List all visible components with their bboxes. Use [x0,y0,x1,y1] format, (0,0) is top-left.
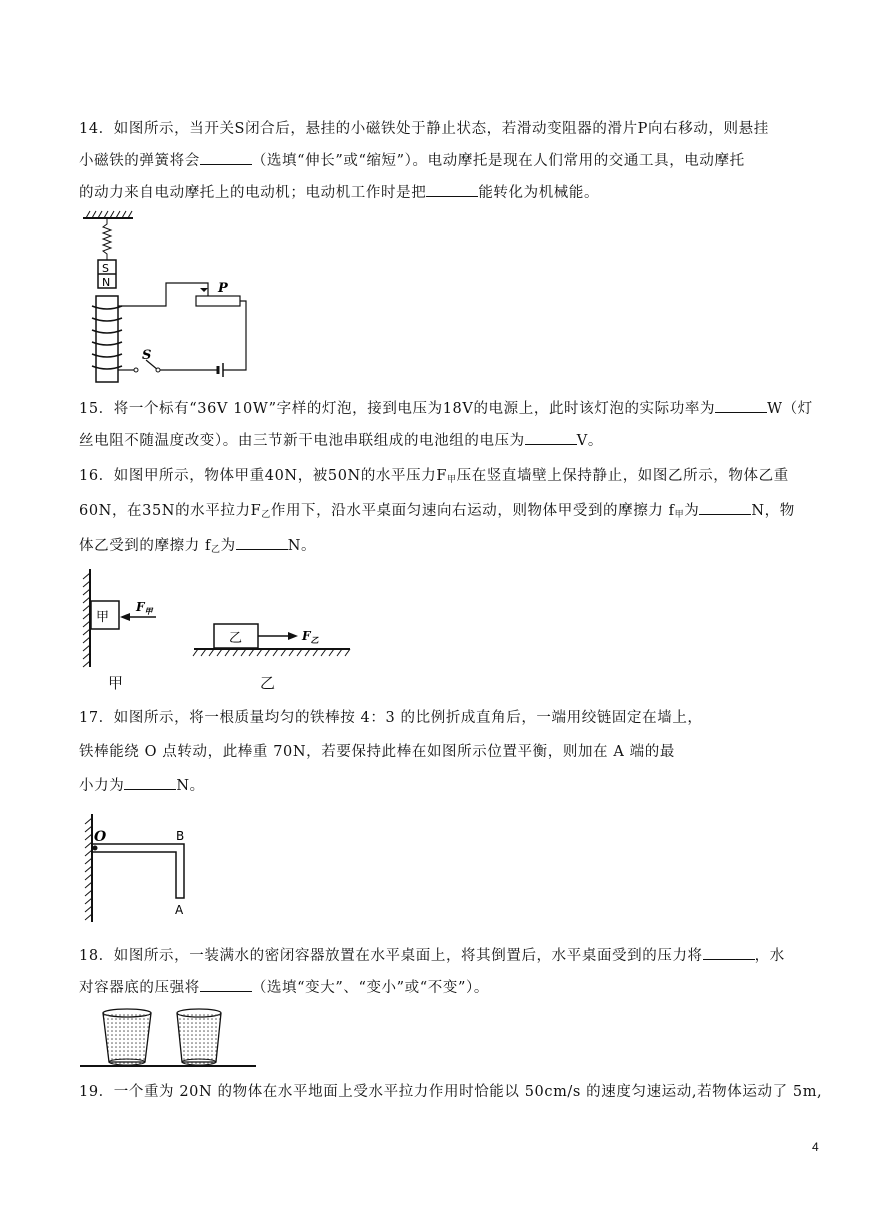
q14-line-3: 的动力来自电动摩托上的电动机；电动机工作时是把 能转化为机械能。 [79,181,599,202]
q16-blank-2[interactable] [236,535,288,550]
q16-line-1: 16．如图甲所示，物体甲重40N，被50N的水平压力$F_甲$压在竖直墙壁上保持静止，如图乙所示，物体乙重 [79,468,789,485]
electromagnet-circuit-figure [78,208,258,388]
page-number: 4 [812,1140,819,1154]
q14-blank-2[interactable] [426,182,478,197]
q18-line-2: 对容器底的压强将 （选填“变大”、“变小”或“不变”）。 [79,976,489,997]
force-f-jia-label: $F_甲$ [136,600,153,616]
q14-blank-1[interactable] [200,150,252,165]
q15-blank-1[interactable] [715,398,767,413]
q17-blank[interactable] [124,775,176,790]
wall-block-figure [78,565,178,670]
q16-line-3: 体乙受到的摩擦力 $f_乙$为 N。 [79,534,316,555]
table-block-figure [190,612,360,662]
point-a-label: A [175,903,184,917]
q14-line-1: 14．如图所示，当开关S闭合后，悬挂的小磁铁处于静止状态，若滑动变阻器的滑片P向右移动，则悬挂 [79,121,769,137]
q17-line-2: 铁棒能绕 O 点转动，此棒重 70N，若要保持此棒在如图所示位置平衡，则加在 A 端的最 [79,744,675,760]
slider-p-label: P [218,281,228,296]
q14-line-2: 小磁铁的弹簧将会 （选填“伸长”或“缩短”）。电动摩托是现在人们常用的交通工具，电动摩托 [79,149,745,170]
q19-line-1: 19．一个重为 20N 的物体在水平地面上受水平拉力作用时恰能以 50cm/s 的速度匀速运动,若物体运动了 5m, [79,1084,823,1100]
caption-yi: 乙 [260,674,276,692]
block-jia-label: 甲 [96,610,110,625]
force-f-yi-label: $F_乙$ [302,629,319,645]
pivot-o-label: O [94,829,107,845]
magnet-s-label: S [102,262,109,275]
q15-blank-2[interactable] [525,430,577,445]
caption-jia: 甲 [108,674,124,692]
q15-line-1: 15．将一个标有“36V 10W”字样的灯泡，接到电压为18V的电源上，此时该灯泡的实际功率为 W（灯 [79,397,813,418]
container-inverted-figure [78,1005,258,1070]
point-b-label: B [176,829,185,843]
switch-s-label: S [142,348,152,363]
q17-line-1: 17．如图所示，将一根质量均匀的铁棒按 4：3 的比例折成直角后，一端用绞链固定在墙上， [79,710,703,726]
q16-blank-1[interactable] [699,500,751,515]
q17-line-3: 小力为 N。 [79,774,205,795]
q18-blank-1[interactable] [703,945,755,960]
magnet-n-label: N [102,276,111,289]
q16-line-2: 60N，在35N的水平拉力$F_乙$作用下，沿水平桌面匀速向右运动，则物体甲受到的摩擦力 $f_甲$为 N，物 [79,499,795,520]
q15-line-2: 丝电阻不随温度改变）。由三节新干电池串联组成的电池组的电压为 V。 [79,429,603,450]
bent-rod-figure [78,810,208,925]
block-yi-label: 乙 [229,631,243,646]
q18-blank-2[interactable] [200,977,252,992]
q18-line-1: 18．如图所示，一装满水的密闭容器放置在水平桌面上，将其倒置后，水平桌面受到的压力将 ，水 [79,944,785,965]
